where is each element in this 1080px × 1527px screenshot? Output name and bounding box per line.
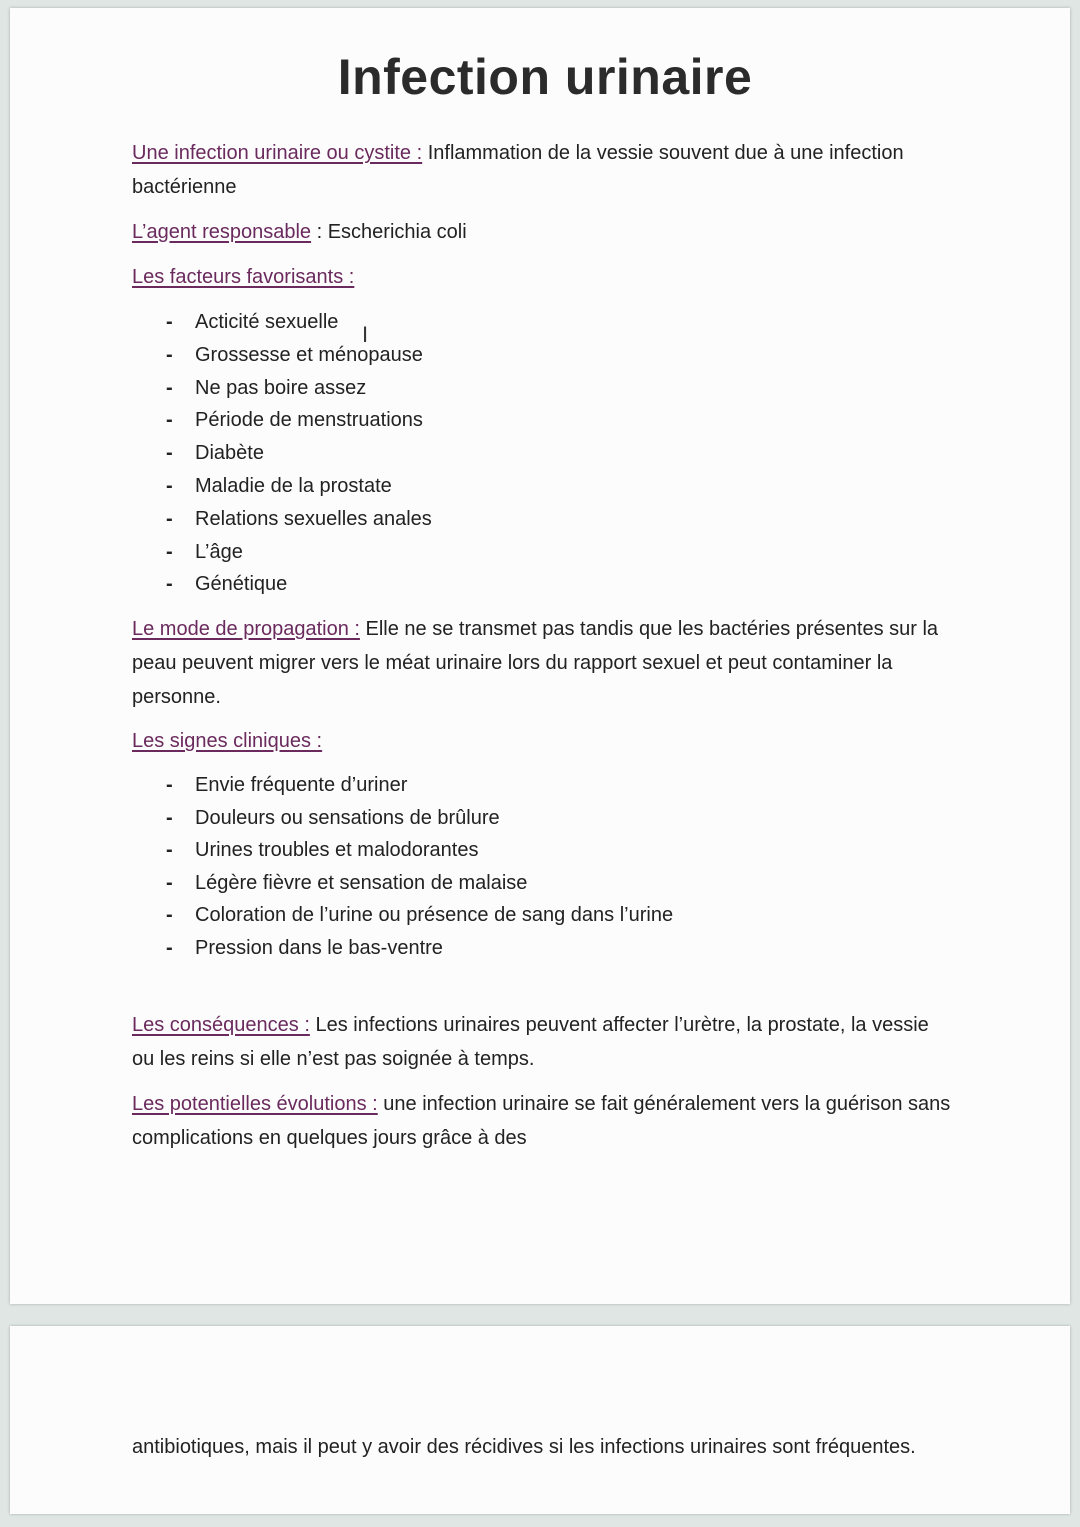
continuation-text: antibiotiques, mais il peut y avoir des récidives si les infections urinaires sont fréquentes.: [132, 1436, 916, 1458]
facteurs-list: [160, 306, 432, 601]
list-item: - Envie fréquente d’uriner: [160, 769, 673, 802]
list-item: - Ne pas boire assez: [160, 372, 432, 405]
propagation-paragraph: [132, 612, 952, 714]
consequences-text: Les infections urinaires peuvent affecter l’urètre, la prostate, la vessie ou les reins si elle n’est pas soignée à temps.: [132, 1014, 929, 1070]
list-item: - Période de menstruations: [160, 404, 432, 437]
definition-text: Inflammation de la vessie souvent due à une infection bactérienne: [132, 142, 904, 198]
document-page-2: [10, 1326, 1070, 1514]
agent-label: L’agent responsable: [132, 221, 312, 243]
text-cursor-icon: I: [362, 322, 369, 347]
list-item: - Légère fièvre et sensation de malaise: [160, 867, 673, 900]
consequences-label: Les conséquences :: [132, 1014, 310, 1036]
propagation-label: Le mode de propagation :: [132, 618, 360, 640]
list-item: - Maladie de la prostate: [160, 470, 432, 503]
list-item: - Coloration de l’urine ou présence de sang dans l’urine: [160, 899, 673, 932]
signes-list: [160, 769, 673, 964]
signes-heading: [132, 724, 952, 758]
list-item: - L’âge: [160, 536, 432, 569]
agent-paragraph: [132, 215, 952, 249]
facteurs-label: Les facteurs favorisants :: [132, 266, 355, 288]
document-title: Infection urinaire: [337, 49, 753, 105]
evolutions-paragraph: [132, 1087, 952, 1155]
continuation-paragraph: [132, 1430, 952, 1464]
agent-text: : Escherichia coli: [311, 221, 467, 243]
definition-paragraph: [132, 136, 952, 204]
list-item: - Relations sexuelles anales: [160, 503, 432, 536]
signes-label: Les signes cliniques :: [132, 730, 323, 752]
facteurs-heading: [132, 260, 952, 294]
list-item: - Douleurs ou sensations de brûlure: [160, 802, 673, 835]
list-item: - Pression dans le bas-ventre: [160, 932, 673, 965]
list-item: - Urines troubles et malodorantes: [160, 834, 673, 867]
list-item: - Acticité sexuelle: [160, 306, 432, 339]
evolutions-label: Les potentielles évolutions :: [132, 1093, 378, 1115]
list-item: - Diabète: [160, 437, 432, 470]
document-page-1: [10, 8, 1070, 1304]
consequences-paragraph: [132, 1008, 952, 1076]
propagation-text: Elle ne se transmet pas tandis que les bactéries présentes sur la peau peuvent migrer vers le méat urinaire lors du rapport sexuel et peut contaminer la personne.: [132, 618, 939, 708]
evolutions-text: une infection urinaire se fait généralement vers la guérison sans complications en quelques jours grâce à des: [132, 1093, 951, 1149]
list-item: - Grossesse et ménopause: [160, 339, 432, 372]
list-item: - Génétique: [160, 568, 432, 601]
definition-label: Une infection urinaire ou cystite :: [132, 142, 423, 164]
